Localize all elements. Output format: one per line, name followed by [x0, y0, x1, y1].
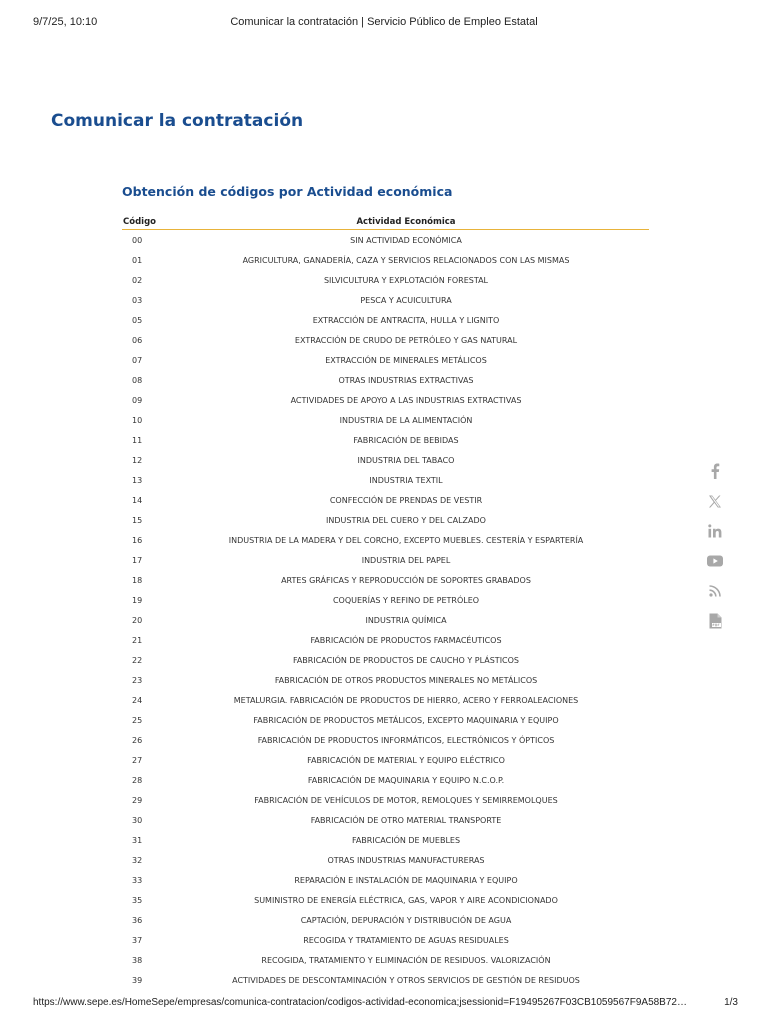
row-activity: FABRICACIÓN DE PRODUCTOS FARMACÉUTICOS: [310, 635, 502, 645]
row-activity: INDUSTRIA DE LA ALIMENTACIÓN: [339, 415, 473, 425]
table-header-row: [122, 215, 649, 230]
row-code: 22: [132, 655, 143, 665]
row-activity: CAPTACIÓN, DEPURACIÓN Y DISTRIBUCIÓN DE AGUA: [300, 915, 512, 925]
row-activity: FABRICACIÓN DE MUEBLES: [351, 835, 461, 845]
row-code: 01: [132, 255, 143, 265]
table-row: [122, 270, 649, 290]
table-row: [122, 810, 649, 830]
row-code: 20: [132, 615, 143, 625]
column-header-code: Código: [122, 215, 163, 230]
print-url: https://www.sepe.es/HomeSepe/empresas/comunica-contratacion/codigos-actividad-economica;jsessionid=F19495267F03CB1059567F9A58B72…: [33, 997, 687, 1008]
row-code: 25: [132, 715, 143, 725]
row-activity: FABRICACIÓN DE VEHÍCULOS DE MOTOR, REMOLQUES Y SEMIRREMOLQUES: [254, 795, 558, 805]
table-row: [122, 350, 649, 370]
table-row: [122, 950, 649, 970]
row-activity: RECOGIDA, TRATAMIENTO Y ELIMINACIÓN DE RESIDUOS. VALORIZACIÓN: [261, 955, 551, 965]
table-row: [122, 550, 649, 570]
row-code: 26: [132, 735, 143, 745]
table-row: [122, 330, 649, 350]
row-activity: INDUSTRIA TEXTIL: [369, 475, 443, 485]
table-row: [122, 850, 649, 870]
table-row: [122, 450, 649, 470]
linkedin-icon[interactable]: [703, 522, 727, 540]
row-activity: INDUSTRIA DEL PAPEL: [361, 555, 451, 565]
row-code: 12: [132, 455, 143, 465]
row-code: 09: [132, 395, 143, 405]
activity-codes-table: [122, 215, 649, 990]
row-activity: SILVICULTURA Y EXPLOTACIÓN FORESTAL: [323, 275, 489, 285]
print-header: [0, 16, 768, 32]
table-row: [122, 710, 649, 730]
table-row: [122, 830, 649, 850]
row-code: 16: [132, 535, 143, 545]
row-activity: FABRICACIÓN DE BEBIDAS: [353, 435, 459, 445]
row-code: 24: [132, 695, 143, 705]
row-activity: FABRICACIÓN DE PRODUCTOS METÁLICOS, EXCEPTO MAQUINARIA Y EQUIPO: [253, 715, 559, 725]
row-activity: ARTES GRÁFICAS Y REPRODUCCIÓN DE SOPORTES GRABADOS: [281, 575, 531, 585]
row-code: 21: [132, 635, 143, 645]
section-title: Obtención de códigos por Actividad económica: [122, 184, 453, 199]
row-activity: INDUSTRIA QUÍMICA: [365, 615, 447, 625]
print-datetime: 9/7/25, 10:10: [33, 16, 98, 28]
row-activity: REPARACIÓN E INSTALACIÓN DE MAQUINARIA Y EQUIPO: [294, 875, 518, 885]
table-row: [122, 930, 649, 950]
row-activity: COQUERÍAS Y REFINO DE PETRÓLEO: [332, 595, 480, 605]
page-title: Comunicar la contratación: [51, 111, 304, 131]
row-activity: ACTIVIDADES DE DESCONTAMINACIÓN Y OTROS SERVICIOS DE GESTIÓN DE RESIDUOS: [232, 975, 580, 985]
table-row: [122, 430, 649, 450]
row-activity: FABRICACIÓN DE PRODUCTOS INFORMÁTICOS, ELECTRÓNICOS Y ÓPTICOS: [257, 735, 555, 745]
print-footer: [0, 997, 768, 1011]
table-row: [122, 530, 649, 550]
row-activity: AGRICULTURA, GANADERÍA, CAZA Y SERVICIOS RELACIONADOS CON LAS MISMAS: [242, 255, 570, 265]
row-code: 23: [132, 675, 143, 685]
row-activity: SIN ACTIVIDAD ECONÓMICA: [350, 235, 462, 245]
row-code: 00: [132, 235, 143, 245]
row-activity: FABRICACIÓN DE PRODUCTOS DE CAUCHO Y PLÁSTICOS: [292, 655, 520, 665]
row-activity: EXTRACCIÓN DE CRUDO DE PETRÓLEO Y GAS NATURAL: [294, 335, 518, 345]
row-code: 06: [132, 335, 143, 345]
row-activity: CONFECCIÓN DE PRENDAS DE VESTIR: [329, 495, 483, 505]
row-activity: RECOGIDA Y TRATAMIENTO DE AGUAS RESIDUALES: [303, 935, 509, 945]
row-code: 18: [132, 575, 143, 585]
table-row: [122, 290, 649, 310]
table-row: [122, 650, 649, 670]
table-row: [122, 750, 649, 770]
table-row: [122, 250, 649, 270]
row-activity: FABRICACIÓN DE OTROS PRODUCTOS MINERALES NO METÁLICOS: [274, 675, 538, 685]
table-row: [122, 470, 649, 490]
row-activity: PESCA Y ACUICULTURA: [360, 295, 452, 305]
table-row: [122, 970, 649, 990]
table-row: [122, 770, 649, 790]
row-code: 03: [132, 295, 143, 305]
row-activity: OTRAS INDUSTRIAS EXTRACTIVAS: [338, 375, 474, 385]
x-icon[interactable]: [703, 492, 727, 510]
row-code: 10: [132, 415, 143, 425]
row-code: 02: [132, 275, 143, 285]
table-row: [122, 690, 649, 710]
row-code: 31: [132, 835, 143, 845]
row-activity: INDUSTRIA DEL CUERO Y DEL CALZADO: [326, 515, 486, 525]
table-row: [122, 730, 649, 750]
row-code: 14: [132, 495, 143, 505]
print-page-title: Comunicar la contratación | Servicio Público de Empleo Estatal: [230, 16, 538, 28]
table-row: [122, 410, 649, 430]
table-row: [122, 370, 649, 390]
row-code: 15: [132, 515, 143, 525]
row-code: 29: [132, 795, 143, 805]
row-activity: EXTRACCIÓN DE MINERALES METÁLICOS: [325, 355, 487, 365]
row-activity: EXTRACCIÓN DE ANTRACITA, HULLA Y LIGNITO: [312, 315, 500, 325]
table-body: [122, 230, 649, 991]
row-code: 32: [132, 855, 143, 865]
row-activity: INDUSTRIA DE LA MADERA Y DEL CORCHO, EXCEPTO MUEBLES. CESTERÍA Y ESPARTERÍA: [228, 535, 584, 545]
youtube-icon[interactable]: [703, 552, 727, 570]
row-code: 37: [132, 935, 143, 945]
table-row: [122, 890, 649, 910]
table-row: [122, 870, 649, 890]
row-code: 19: [132, 595, 143, 605]
table-row: [122, 490, 649, 510]
row-code: 28: [132, 775, 143, 785]
row-code: 11: [132, 435, 143, 445]
row-code: 17: [132, 555, 143, 565]
row-activity: SUMINISTRO DE ENERGÍA ELÉCTRICA, GAS, VAPOR Y AIRE ACONDICIONADO: [254, 895, 558, 905]
table-row: [122, 630, 649, 650]
row-code: 07: [132, 355, 143, 365]
row-code: 27: [132, 755, 143, 765]
row-code: 08: [132, 375, 143, 385]
table-row: [122, 590, 649, 610]
row-activity: ACTIVIDADES DE APOYO A LAS INDUSTRIAS EXTRACTIVAS: [290, 395, 522, 405]
row-activity: FABRICACIÓN DE MAQUINARIA Y EQUIPO N.C.O.P.: [307, 775, 505, 785]
table-row: [122, 610, 649, 630]
table-row: [122, 510, 649, 530]
row-code: 30: [132, 815, 143, 825]
row-activity: FABRICACIÓN DE MATERIAL Y EQUIPO ELÉCTRICO: [307, 755, 505, 765]
print-page-number: 1/3: [724, 997, 738, 1008]
table-row: [122, 310, 649, 330]
facebook-icon[interactable]: [703, 462, 727, 480]
row-activity: OTRAS INDUSTRIAS MANUFACTURERAS: [327, 855, 485, 865]
share-bar: [703, 462, 727, 642]
row-activity: FABRICACIÓN DE OTRO MATERIAL TRANSPORTE: [310, 815, 502, 825]
table-row: [122, 570, 649, 590]
table-row: [122, 390, 649, 410]
rss-icon[interactable]: [703, 582, 727, 600]
table-row: [122, 910, 649, 930]
row-code: 13: [132, 475, 143, 485]
table-row: [122, 670, 649, 690]
row-code: 33: [132, 875, 143, 885]
row-activity: INDUSTRIA DEL TABACO: [357, 455, 455, 465]
table-row: [122, 790, 649, 810]
row-code: 05: [132, 315, 143, 325]
row-activity: METALURGIA. FABRICACIÓN DE PRODUCTOS DE HIERRO, ACERO Y FERROALEACIONES: [233, 695, 579, 705]
row-code: 38: [132, 955, 143, 965]
row-code: 39: [132, 975, 143, 985]
column-header-activity: Actividad Económica: [163, 215, 649, 230]
table-row: [122, 230, 649, 251]
row-code: 35: [132, 895, 143, 905]
row-code: 36: [132, 915, 143, 925]
pdf-icon[interactable]: [703, 612, 727, 630]
